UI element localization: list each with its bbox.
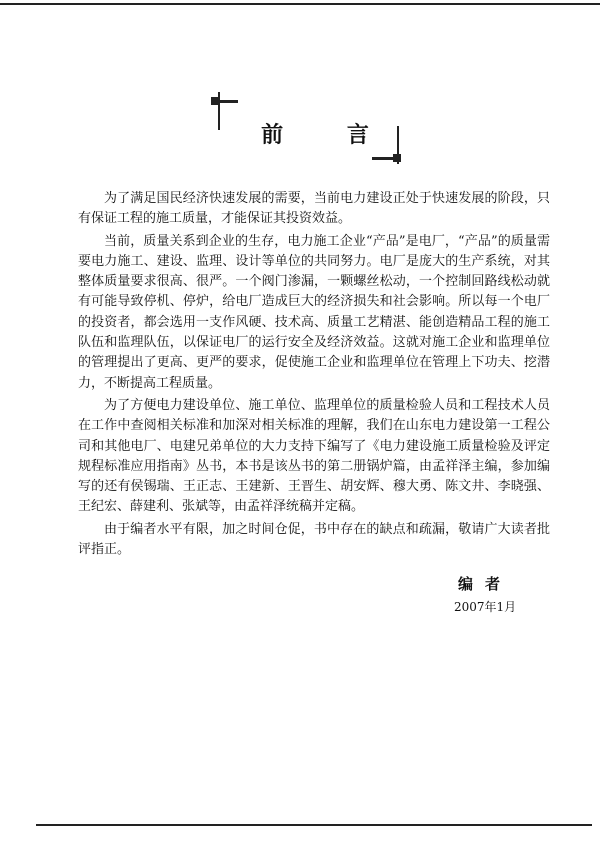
preface-body — [78, 189, 550, 562]
paragraph: 当前，质量关系到企业的生存，电力施工企业“产品”是电厂，“产品”的质量需要电力施工、建设、监理、设计等单位的共同努力。电厂是庞大的生产系统，对其整体质量要求很高、很严。一个阀门渗漏，一颗螺丝松动，一个控制回路线松动就有可能导致停机、停炉，给电厂造成巨大的经济损失和社会影响。所以每一个电厂的投资者，都会选用一支作风硬、技术高、质量工艺精湛、能创造精品工程的施工队伍和监理队伍，以保证电厂的运行安全及经济效益。这就对施工企业和监理单位的管理提出了更高、更严的要求，促使施工企业和监理单位在管理上下功夫、挖潜力，不断提高工程质量。 — [78, 233, 550, 391]
paragraph: 为了满足国民经济快速发展的需要，当前电力建设正处于快速发展的阶段，只有保证工程的施工质量，才能保证其投资效益。 — [78, 191, 550, 227]
paragraph: 为了方便电力建设单位、施工单位、监理单位的质量检验人员和工程技术人员在工作中查阅相关标准和加深对相关标准的理解，我们在山东电力建设第一工程公司和其他电厂、电建兄弟单位的大力支持下编写了《电力建设施工质量检验及评定规程标准应用指南》丛书，本书是该丛书的第二册锅炉篇，由孟祥泽主编，参加编写的还有侯锡瑞、王正志、王建新、王晋生、胡安辉、穆大勇、陈文井、李晓强、王纪宏、薛建利、张斌等，由孟祥泽统稿并定稿。 — [78, 397, 550, 515]
signature: 编者 — [458, 575, 513, 593]
top-rule — [0, 3, 600, 5]
bottom-rule — [36, 824, 592, 826]
paragraph: 由于编者水平有限，加之时间仓促，书中存在的缺点和疏漏，敬请广大读者批评指正。 — [78, 521, 550, 558]
page-title: 前 言 — [261, 122, 397, 148]
date: 2007年1月 — [454, 600, 517, 614]
